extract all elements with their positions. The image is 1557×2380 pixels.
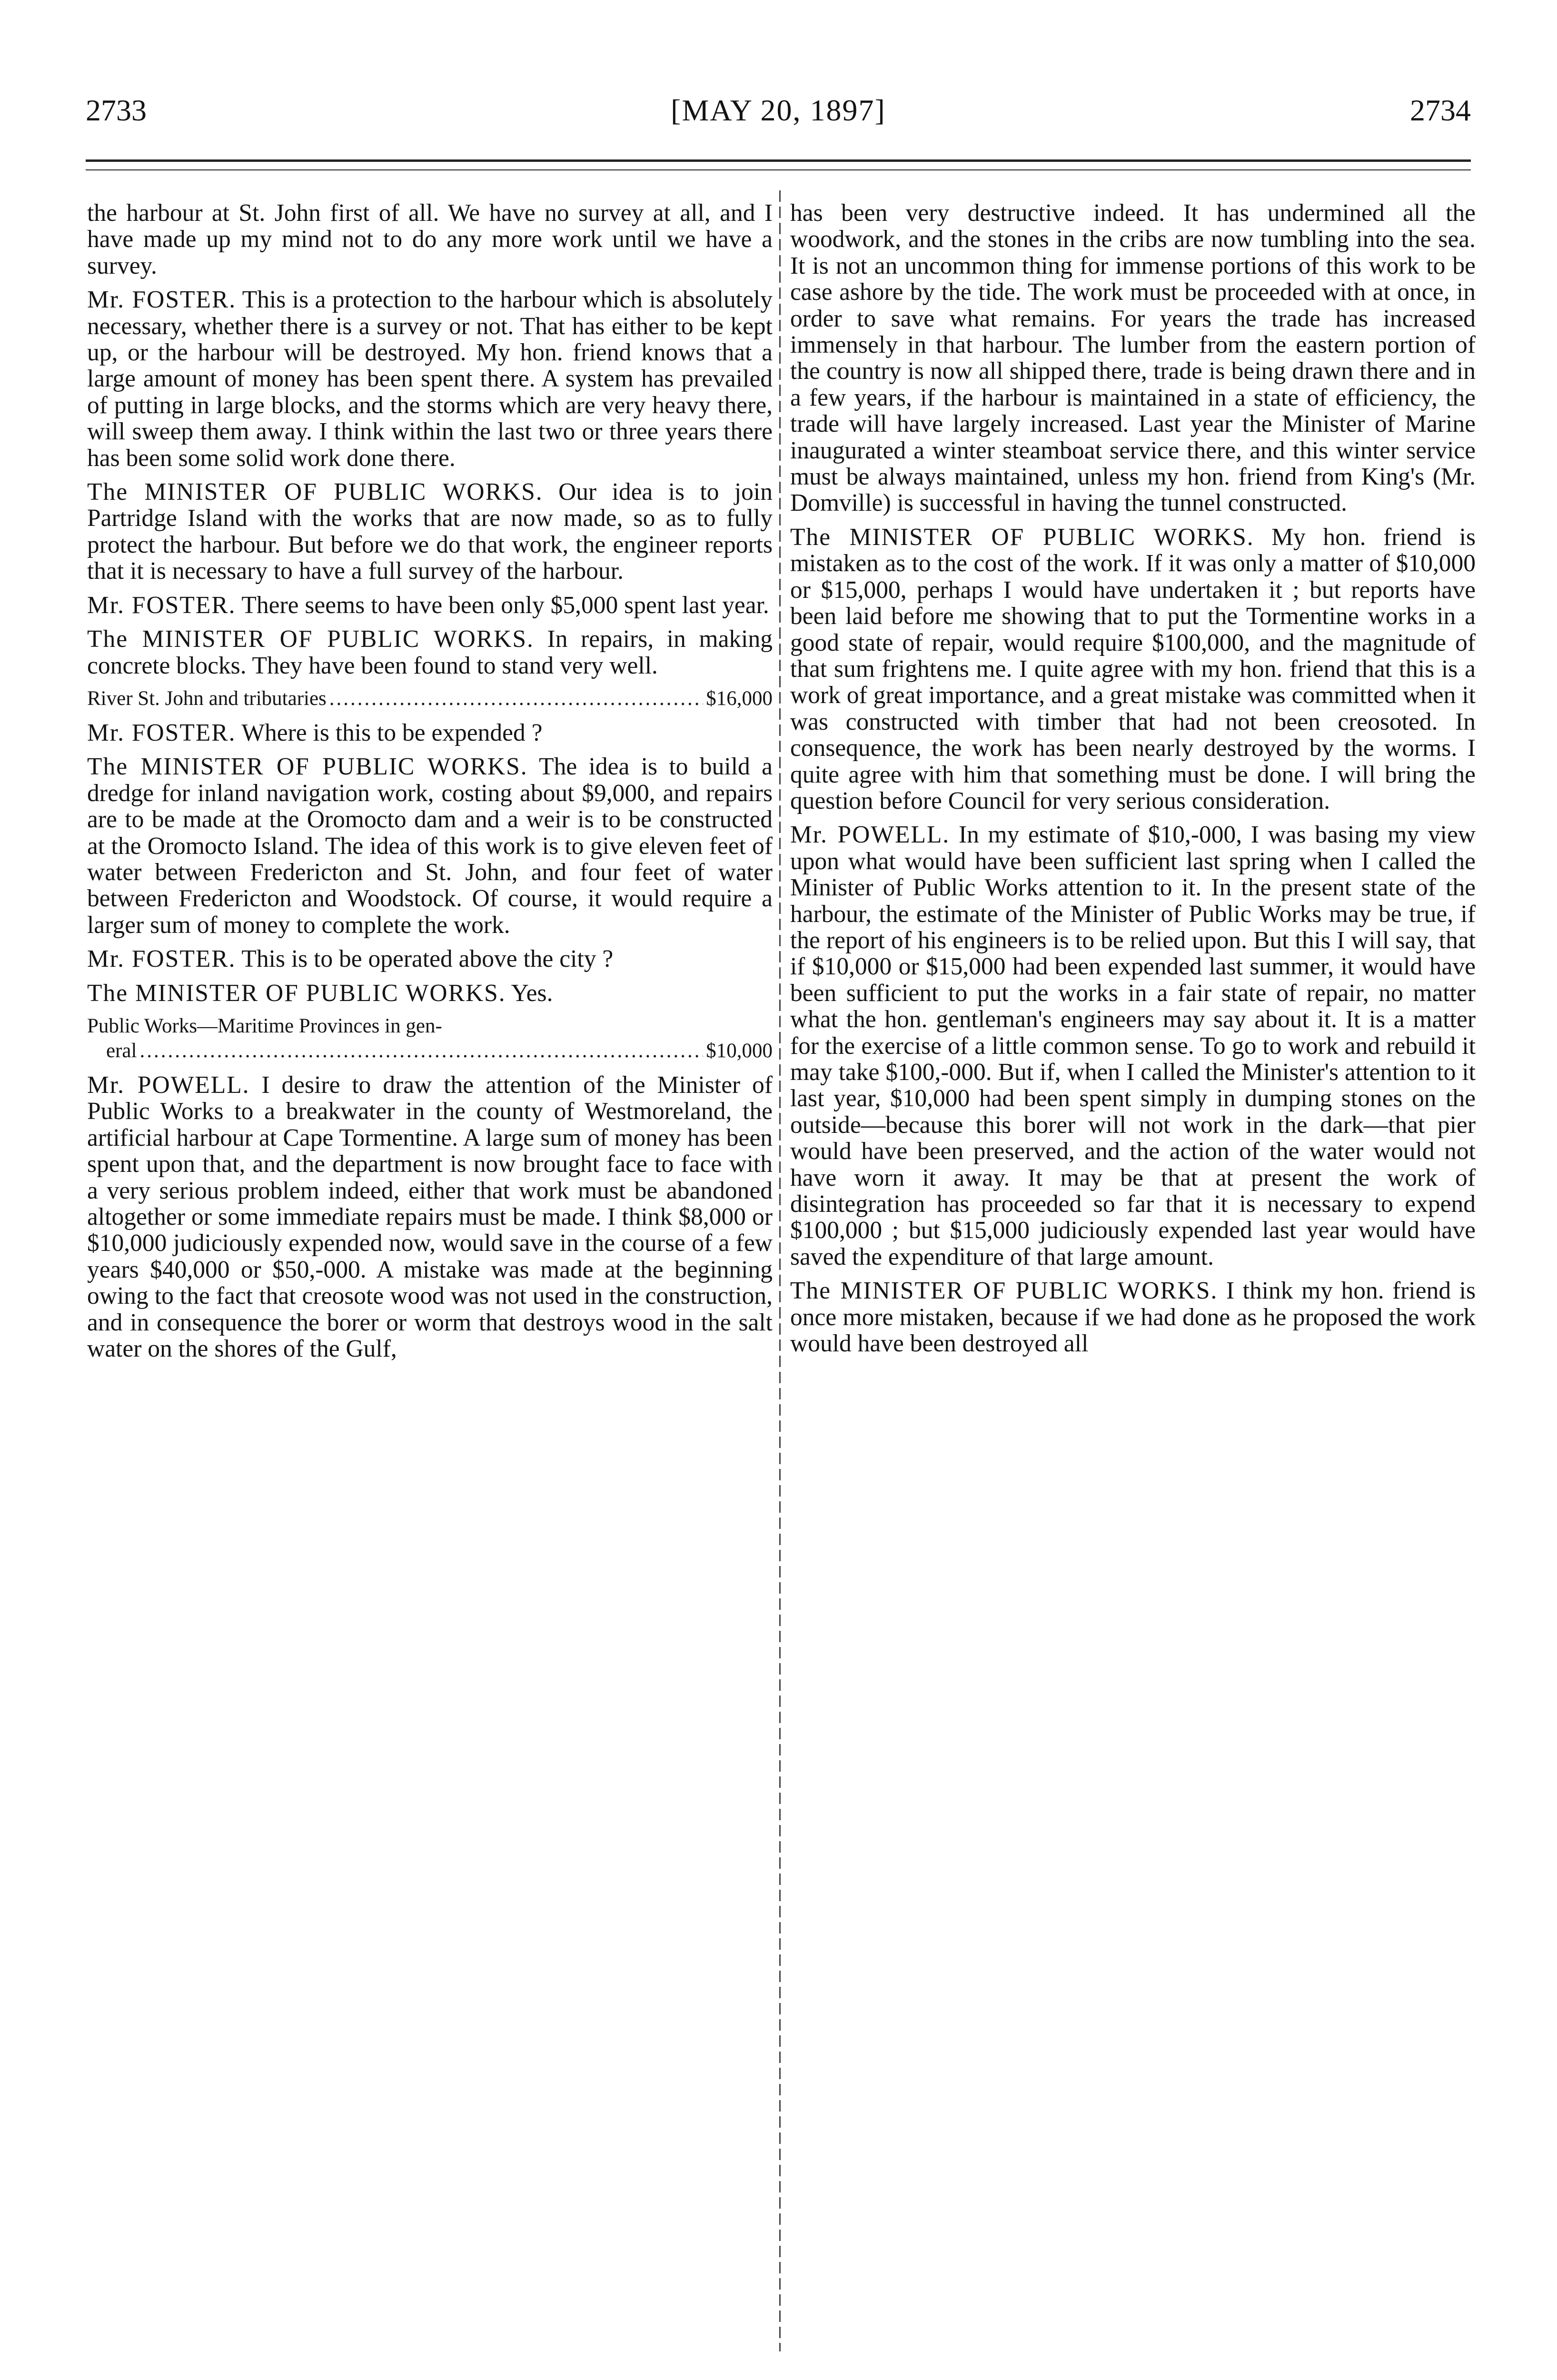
paragraph-text: The idea is to build a dredge for inland navigation work, costing about $9,000, and repairs are to be made at the Oromocto dam and a weir is to be constructed at the Oromocto Island. The idea of this work is to give eleven feet of water between Fredericton and St. John, and four feet of water between Fredericton and Woodstock. Of course, it would require a larger sum of money to complete the work. <box>87 753 773 939</box>
speaker-name: The MINISTER OF PUBLIC WORKS. <box>87 625 534 653</box>
speaker-name: The MINISTER OF PUBLIC WORKS. <box>87 753 528 781</box>
estimate-label-continued: eral <box>106 1039 137 1062</box>
paragraph <box>87 754 773 938</box>
paragraph <box>87 946 773 972</box>
paragraph-text: In my estimate of $10,-000, I was basing my view upon what would have been sufficient last spring when I called the Minister of Public Works attention to it. In the present state of the harbour, the estimate of the Minister of Public Works may be true, if the report of his engineers is to be relied upon. But this I will say, that if $10,000 or $15,000 had been expended last summer, it would have been sufficient to put the works in a fair state of repair, no matter what the hon. gentleman's engineers may say about it. It is a matter for the exercise of a little common sense. To go to work and rebuild it may take $100,-000. But if, when I called the Minister's attention to it last year, $10,000 had been spent simply in dumping stones on the outside—because this borer will not work in the dark—that pier would have been preserved, and the action of the water would not have worn it away. It may be that at present the work of disintegration has proceeded so far that it is necessary to expend $100,000 ; but $15,000 judiciously expended last year would have saved the expenditure of that large amount. <box>790 821 1476 1270</box>
paragraph <box>87 479 773 585</box>
header-rule-thin <box>86 169 1471 170</box>
column-divider <box>779 190 781 2351</box>
paragraph <box>790 822 1476 1270</box>
paragraph-text: I think my hon. friend is once more mistaken, because if we had done as he proposed the work would have been destroyed all <box>790 1277 1476 1358</box>
estimate-label: River St. John and tributaries <box>87 687 327 710</box>
left-column <box>87 200 773 1369</box>
paragraph <box>790 1278 1476 1357</box>
speaker-name: Mr. FOSTER. <box>87 591 236 619</box>
estimate-item <box>87 1014 773 1063</box>
estimate-label: Public Works—Maritime Provinces in gen- <box>87 1014 442 1037</box>
paragraph <box>87 287 773 471</box>
paragraph <box>87 200 773 279</box>
speaker-name: Mr. FOSTER. <box>87 719 236 746</box>
leader-dots <box>139 1039 703 1063</box>
paragraph <box>790 200 1476 516</box>
page-header <box>86 93 1471 145</box>
estimate-item <box>87 686 773 711</box>
estimate-amount: $16,000 <box>706 687 773 710</box>
header-date: [MAY 20, 1897] <box>671 93 886 127</box>
paragraph <box>87 980 773 1006</box>
page-number-right: 2734 <box>1410 93 1471 127</box>
paragraph <box>87 720 773 746</box>
speaker-name: Mr. POWELL. <box>87 1071 250 1099</box>
paragraph-text: I desire to draw the attention of the Minister of Public Works to a breakwater in the county of Westmoreland, the artificial harbour at Cape Tormentine. A large sum of money has been spent upon that, and the department is now brought face to face with a very serious problem indeed, either that work must be abandoned altogether or some immediate repairs must be made. I think $8,000 or $10,000 judiciously expended now, would save in the course of a few years $40,000 or $50,-000. A mistake was made at the beginning owing to the fact that creosote wood was not used in the construction, and in consequence the borer or worm that destroys wood in the salt water on the shores of the Gulf, <box>87 1071 773 1363</box>
paragraph-text: In repairs, in making concrete blocks. They have been found to stand very well. <box>87 625 773 679</box>
paragraph <box>87 626 773 679</box>
paragraph-text: This is to be operated above the city ? <box>241 945 614 973</box>
paragraph <box>87 1072 773 1362</box>
right-column <box>790 200 1476 1364</box>
leader-dots <box>329 686 703 711</box>
paragraph <box>87 592 773 618</box>
paragraph-text: This is a protection to the harbour which is absolutely necessary, whether there is a survey or not. That has either to be kept up, or the harbour will be destroyed. My hon. friend knows that a large amount of money has been spent there. A system has prevailed of putting in large blocks, and the storms which are very heavy there, will sweep them away. I think within the last two or three years there has been some solid work done there. <box>87 286 773 472</box>
estimate-row <box>87 1039 773 1063</box>
speaker-name: Mr. POWELL. <box>790 821 950 849</box>
speaker-name: The MINISTER OF PUBLIC WORKS. <box>87 478 543 506</box>
speaker-name: Mr. FOSTER. <box>87 286 237 314</box>
paragraph-text: has been very destructive indeed. It has undermined all the woodwork, and the stones in the cribs are now tumbling into the sea. It is not an uncommon thing for immense portions of this work to be case ashore by the tide. The work must be proceeded with at once, in order to save what remains. For years the trade has increased immensely in that harbour. The lumber from the eastern portion of the country is now all shipped there, trade is being drawn there and in a few years, if the harbour is maintained in a state of efficiency, the trade will have largely increased. Last year the Minister of Marine inaugurated a winter steamboat service there, and this winter service must be always maintained, unless my hon. friend from King's (Mr. Domville) is successful in having the tunnel constructed. <box>790 199 1476 517</box>
paragraph-text: Yes. <box>511 979 553 1007</box>
speaker-name: The MINISTER OF PUBLIC WORKS. <box>87 979 506 1007</box>
speaker-name: The MINISTER OF PUBLIC WORKS. <box>790 1277 1218 1305</box>
paragraph-text: My hon. friend is mistaken as to the cost of the work. If it was only a matter of $10,000 or $15,000, perhaps I would have undertaken it ; but reports have been laid before me showing that to put the Tormentine works in a good state of repair, would require $100,000, and the magnitude of that sum frightens me. I quite agree with my hon. friend that this is a work of great importance, and a great mistake was committed when it was constructed with timber that had not been creosoted. In consequence, the work has been nearly destroyed by the worms. I quite agree with him that something must be done. I will bring the question before Council for very serious consideration. <box>790 523 1476 814</box>
header-rule-thick <box>86 159 1471 162</box>
speaker-name: The MINISTER OF PUBLIC WORKS. <box>790 523 1254 551</box>
speaker-name: Mr. FOSTER. <box>87 945 236 973</box>
paragraph-text: the harbour at St. John first of all. We have no survey at all, and I have made up my mind not to do any more work until we have a survey. <box>87 199 773 279</box>
paragraph-text: Our idea is to join Partridge Island with the works that are now made, so as to fully protect the harbour. But before we do that work, the engineer reports that it is necessary to have a full survey of the harbour. <box>87 478 773 585</box>
paragraph-text: Where is this to be expended ? <box>241 719 543 746</box>
paragraph-text: There seems to have been only $5,000 spent last year. <box>241 591 769 619</box>
estimate-amount: $10,000 <box>706 1039 773 1062</box>
page-number-left: 2733 <box>86 93 147 127</box>
paragraph <box>790 524 1476 814</box>
